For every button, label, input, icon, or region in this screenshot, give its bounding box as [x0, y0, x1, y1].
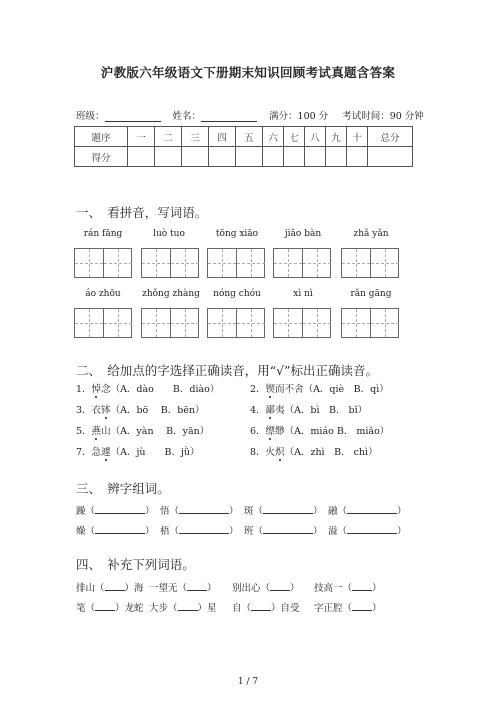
idiom-item	[232, 580, 300, 594]
idiom-item	[149, 580, 217, 594]
item-options[interactable]: 山（A．yàn B．yān）	[101, 426, 210, 437]
score-label: 满分：100 分	[269, 111, 329, 122]
idiom-text: ）	[290, 583, 300, 594]
idiom-text: ）	[372, 583, 382, 594]
dotted-char: 悼	[91, 384, 102, 395]
answer-blank[interactable]	[95, 601, 115, 611]
header-cell: 七	[284, 127, 305, 147]
item-number: 1．	[76, 384, 92, 395]
pinyin: áo zhōu	[85, 289, 121, 299]
header-cell: 四	[209, 127, 236, 147]
idiom-text: ）	[207, 583, 217, 594]
pinyin: nóng chóu	[213, 289, 261, 299]
char: 融	[328, 506, 338, 517]
answer-blank[interactable]	[352, 601, 372, 611]
item-number: 8．	[250, 447, 266, 458]
idiom-text: 别出心（	[232, 583, 271, 594]
info-line	[76, 108, 424, 122]
dotted-char: 遽	[101, 447, 111, 458]
item-options[interactable]: （A．zhì B． chì）	[284, 447, 378, 458]
char: 梧	[160, 526, 170, 537]
char-box[interactable]	[74, 308, 132, 338]
idiom-item	[76, 580, 144, 594]
item-options[interactable]: 念（A．dào B．diào）	[101, 384, 220, 395]
answer-blank[interactable]	[347, 524, 397, 534]
idiom-text: ）	[372, 603, 382, 614]
idiom-item	[149, 600, 217, 614]
char-box[interactable]	[273, 308, 331, 338]
reading-item-3	[76, 402, 205, 416]
answer-blank[interactable]	[95, 504, 145, 514]
reading-item-7	[76, 444, 200, 458]
char-box[interactable]	[207, 308, 265, 338]
page-title: 沪教版六年级语文下册期末知识回顾考试真题含答案	[100, 65, 396, 80]
idiom-text: 笔（	[76, 603, 96, 614]
score-cell[interactable]	[368, 147, 413, 167]
score-cell[interactable]	[347, 147, 368, 167]
item-options[interactable]: 夷（A．bì B． bǐ）	[275, 405, 368, 416]
score-cell[interactable]	[209, 147, 236, 167]
char: 悟	[160, 506, 170, 517]
idiom-text: 自（	[232, 603, 252, 614]
item-number: 7．	[76, 447, 92, 458]
char: 溢	[328, 526, 338, 537]
word-group-row-1: 融（ ）	[328, 506, 407, 517]
idiom-item	[314, 580, 382, 594]
reading-item-1	[76, 381, 219, 395]
word-group-row-2: 燥（ ）	[76, 526, 155, 537]
answer-blank[interactable]	[179, 504, 229, 514]
pinyin: luò tuo	[153, 229, 185, 239]
word-group-row-1: 悟（ ）	[160, 506, 239, 517]
char-box[interactable]	[74, 248, 132, 278]
answer-blank[interactable]	[263, 524, 313, 534]
header-cell: 六	[263, 127, 284, 147]
score-cell[interactable]	[326, 147, 347, 167]
idiom-text: ）龙蛇	[115, 603, 144, 614]
char: 燥	[76, 526, 86, 537]
idiom-text: ）海	[124, 583, 144, 594]
score-cell[interactable]	[128, 147, 155, 167]
char-box[interactable]	[141, 248, 199, 278]
reading-item-8	[250, 444, 378, 458]
reading-item-6	[250, 423, 389, 437]
row-label-cell: 得分	[75, 147, 128, 167]
idiom-text: 技高一（	[314, 583, 353, 594]
header-cell: 二	[155, 127, 182, 147]
item-number: 6．	[250, 426, 266, 437]
char-box[interactable]	[341, 308, 399, 338]
reading-item-2	[250, 381, 389, 395]
dotted-char: 燕	[91, 426, 102, 437]
class-blank	[105, 111, 161, 122]
score-table-header	[75, 127, 413, 147]
word-group-row-2: 溢（ ）	[328, 526, 407, 537]
item-options[interactable]: 而不舍（A．qiè B．qì）	[275, 384, 389, 395]
dotted-char: 鄙	[265, 405, 276, 416]
idiom-text: 一望无（	[149, 583, 188, 594]
item-number: 3．	[76, 405, 92, 416]
word-group-row-1: 斑（ ）	[244, 506, 323, 517]
char-box[interactable]	[341, 248, 399, 278]
word-group-row-2: 班（ ）	[244, 526, 323, 537]
header-cell: 十	[347, 127, 368, 147]
pinyin: rǎn gāng	[350, 289, 392, 299]
idiom-text: 排山（	[76, 583, 105, 594]
char: 斑	[244, 506, 254, 517]
item-options[interactable]: （A．bō B．bēn）	[110, 405, 205, 416]
item-text: 衣	[91, 405, 102, 416]
answer-blank[interactable]	[105, 581, 125, 591]
class-label: 班级：	[76, 111, 105, 122]
item-number: 4．	[250, 405, 266, 416]
answer-blank[interactable]	[251, 601, 271, 611]
item-text: 急	[91, 447, 102, 458]
answer-blank[interactable]	[95, 524, 145, 534]
idiom-item	[76, 600, 144, 614]
idiom-text: ）星	[197, 603, 217, 614]
dotted-char: 钵	[101, 405, 111, 416]
answer-blank[interactable]	[352, 581, 372, 591]
item-options[interactable]: （A．jù B．jǜ）	[110, 447, 200, 458]
char-box[interactable]	[273, 248, 331, 278]
score-table	[74, 126, 413, 167]
score-cell[interactable]	[236, 147, 263, 167]
score-cell[interactable]	[263, 147, 284, 167]
word-group-row-2: 梧（ ）	[160, 526, 239, 537]
name-blank	[201, 111, 257, 122]
item-number: 5．	[76, 426, 92, 437]
answer-blank[interactable]	[347, 504, 397, 514]
score-cell[interactable]	[182, 147, 209, 167]
item-number: 2．	[250, 384, 266, 395]
pinyin: xì nì	[293, 289, 313, 299]
answer-blank[interactable]	[178, 601, 198, 611]
char-box[interactable]	[141, 308, 199, 338]
reading-item-5	[76, 423, 209, 437]
answer-blank[interactable]	[270, 581, 290, 591]
char: 躁	[76, 506, 86, 517]
idiom-item	[314, 600, 382, 614]
answer-blank[interactable]	[263, 504, 313, 514]
dotted-char: 炽	[275, 447, 285, 458]
word-group-row-1: 躁（ ）	[76, 506, 155, 517]
score-cell[interactable]	[305, 147, 326, 167]
pinyin: zhǎ yǎn	[353, 229, 389, 239]
idiom-text: ）自受	[271, 603, 300, 614]
dotted-char: 锲	[265, 384, 276, 395]
idiom-item	[232, 600, 300, 614]
section1-heading: 一、 看拼音，写词语。	[76, 205, 208, 220]
pinyin: rán fāng	[83, 229, 123, 239]
pinyin: tōng xiāo	[215, 229, 259, 239]
section2-heading: 二、 给加点的字选择正确读音，用“√”标出正确读音。	[76, 363, 378, 378]
item-options[interactable]: 缈（A．miáo B． miǎo）	[275, 426, 390, 437]
header-cell: 九	[326, 127, 347, 147]
answer-blank[interactable]	[187, 581, 207, 591]
time-label: 考试时间：90 分钟	[342, 111, 424, 122]
pinyin: jiǎo bàn	[284, 229, 322, 239]
header-cell: 八	[305, 127, 326, 147]
dotted-char: 缥	[265, 426, 276, 437]
header-cell: 总分	[368, 127, 413, 147]
section3-heading: 三、 辨字组词。	[76, 481, 170, 496]
answer-blank[interactable]	[179, 524, 229, 534]
header-cell: 三	[182, 127, 209, 147]
pinyin-row-2	[74, 289, 414, 301]
idiom-text: 大步（	[149, 603, 178, 614]
reading-item-4	[250, 402, 367, 416]
char: 班	[244, 526, 254, 537]
score-cell[interactable]	[284, 147, 305, 167]
char-box[interactable]	[207, 248, 265, 278]
score-table-row	[75, 147, 413, 167]
header-cell: 一	[128, 127, 155, 147]
score-cell[interactable]	[155, 147, 182, 167]
name-label: 姓名：	[172, 111, 202, 122]
pinyin-row-1	[74, 229, 414, 241]
page-number: 1 / 7	[237, 677, 259, 687]
idiom-text: 字正腔（	[314, 603, 353, 614]
section4-heading: 四、 补充下列词语。	[76, 557, 195, 572]
header-cell: 题序	[75, 127, 128, 147]
pinyin: zhǒng zhàng	[142, 289, 200, 299]
item-text: 火	[265, 447, 276, 458]
header-cell: 五	[236, 127, 263, 147]
